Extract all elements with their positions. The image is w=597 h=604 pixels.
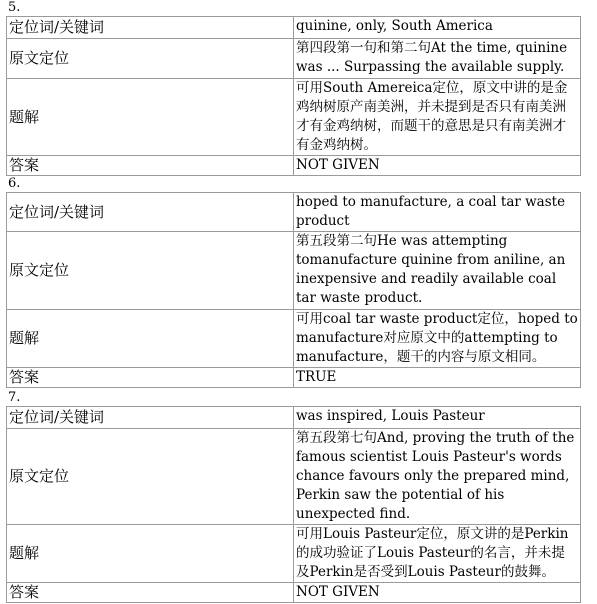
row-value: TRUE — [294, 368, 581, 388]
row-value: 第四段第一句和第二句At the time, quinine was ... Surpassing the available supply. — [294, 39, 581, 79]
row-label: 答案 — [7, 156, 294, 176]
table-row — [7, 310, 581, 368]
table-row — [7, 368, 581, 388]
table-row — [7, 39, 581, 79]
question-6-block — [6, 192, 580, 388]
row-label: 题解 — [7, 310, 294, 368]
row-label: 定位词/关键词 — [7, 407, 294, 429]
table-row — [7, 193, 581, 232]
row-value: 可用Louis Pasteur定位，原文讲的是Perkin的成功验证了Louis Pasteur的名言，并未提及Perkin是否受到Louis Pasteur的鼓舞。 — [294, 525, 581, 583]
question-number: 6. — [8, 176, 21, 191]
row-value: 第五段第二句He was attempting tomanufacture quinine from aniline, an inexpensive and readily available coal tar waste product. — [294, 232, 581, 310]
question-5-block — [6, 16, 580, 176]
table-row — [7, 156, 581, 176]
row-value: was inspired, Louis Pasteur — [294, 407, 581, 429]
row-value: 可用coal tar waste product定位，hoped to manufacture对应原文中的attempting to manufacture，题干的内容与原文相同。 — [294, 310, 581, 368]
table-row — [7, 79, 581, 156]
row-value: quinine, only, South America — [294, 17, 581, 39]
question-7-block — [6, 406, 580, 603]
row-value: NOT GIVEN — [294, 156, 581, 176]
table-row — [7, 232, 581, 310]
row-label: 答案 — [7, 368, 294, 388]
row-label: 题解 — [7, 79, 294, 156]
row-label: 答案 — [7, 583, 294, 603]
row-value: 可用South Amereica定位，原文中讲的是金鸡纳树原产南美洲，并未提到是否只有南美洲才有金鸡纳树，而题干的意思是只有南美洲才有金鸡纳树。 — [294, 79, 581, 156]
table-row — [7, 407, 581, 429]
answer-table-5 — [6, 16, 581, 176]
table-row — [7, 583, 581, 603]
table-row — [7, 429, 581, 525]
row-value: NOT GIVEN — [294, 583, 581, 603]
row-value: 第五段第七句And, proving the truth of the famous scientist Louis Pasteur's words chance favours only the prepared mind, Perkin saw the potential of his unexpected find. — [294, 429, 581, 525]
answer-table-6 — [6, 192, 581, 388]
question-number: 7. — [8, 390, 21, 405]
row-label: 原文定位 — [7, 232, 294, 310]
row-label: 原文定位 — [7, 39, 294, 79]
row-label: 题解 — [7, 525, 294, 583]
table-row — [7, 525, 581, 583]
table-row — [7, 17, 581, 39]
row-value: hoped to manufacture, a coal tar waste product — [294, 193, 581, 232]
row-label: 定位词/关键词 — [7, 17, 294, 39]
question-number: 5. — [8, 0, 21, 15]
row-label: 原文定位 — [7, 429, 294, 525]
answer-table-7 — [6, 406, 581, 603]
row-label: 定位词/关键词 — [7, 193, 294, 232]
